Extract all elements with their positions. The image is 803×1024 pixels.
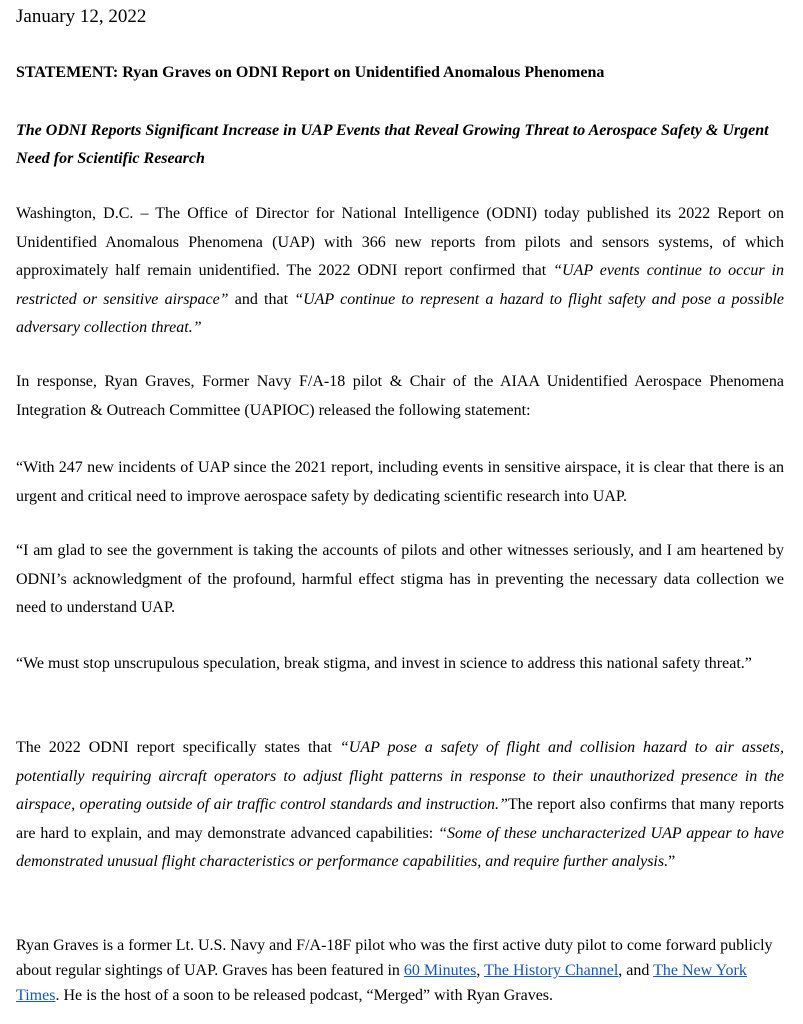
intro-lead-text: Washington, D.C. – The Office of Director for National Intelligence (ODNI) today published its 2022 Report on Unidentified Anomalous Phenomena (UAP) with 366 new reports from pilots and sensors systems, of which approximately half remain unidentified. The 2022 ODNI report confirmed that: [16, 205, 784, 279]
report-lead-text: The 2022 ODNI report specifically states that: [16, 739, 340, 756]
bio-lead-text: Ryan Graves is a former Lt. U.S. Navy and F/A-18F pilot who was the first active duty pilot to come forward publicly about regular sightings of UAP. Graves has been featured in: [16, 937, 773, 979]
statement-headline: STATEMENT: Ryan Graves on ODNI Report on Unidentified Anomalous Phenomena: [16, 64, 605, 81]
release-date: January 12, 2022: [16, 6, 147, 27]
intro-paragraph: [16, 200, 784, 343]
report-end-quote: ”: [668, 853, 676, 870]
link-new-york-times[interactable]: The New York Times: [16, 962, 747, 1004]
link-history-channel[interactable]: The History Channel: [484, 962, 619, 979]
bio-paragraph: [16, 933, 784, 1008]
report-quote-2: “Some of these uncharacterized UAP appear to have demonstrated unusual flight characteristics or performance capabilities, and require further analysis.: [16, 824, 785, 870]
report-quote-paragraph: [16, 734, 784, 877]
intro-mid-text: and that: [228, 290, 295, 308]
statement-paragraph-1: “With 247 new incidents of UAP since the 2021 report, including events in sensitive airspace, it is clear that there is an urgent and critical need to improve aerospace safety by dedicating scientific research into UAP.: [16, 459, 784, 505]
bio-separator-2: , and: [618, 962, 654, 979]
link-60-minutes[interactable]: 60 Minutes: [403, 962, 477, 979]
report-mid-text: The report also confirms that many reports are hard to explain, and may demonstrate advanced capabilities:: [16, 796, 784, 842]
statement-subheadline: The ODNI Reports Significant Increase in UAP Events that Reveal Growing Threat to Aerospace Safety & Urgent Need for Scientific Research: [16, 122, 769, 167]
intro-quote-1: “UAP events continue to occur in restricted or sensitive airspace”: [16, 262, 784, 308]
response-paragraph: In response, Ryan Graves, Former Navy F/A-18 pilot & Chair of the AIAA Unidentified Aerospace Phenomena Integration & Outreach Committee (UAPIOC) released the following statement:: [16, 373, 784, 419]
statement-paragraph-2: “I am glad to see the government is taking the accounts of pilots and other witnesses seriously, and I am heartened by ODNI’s acknowledgment of the profound, harmful effect stigma has in preventing the necessary data collection we need to understand UAP.: [16, 542, 784, 616]
statement-paragraph-3: “We must stop unscrupulous speculation, break stigma, and invest in science to address this national safety threat.”: [16, 655, 752, 672]
intro-quote-2: “UAP continue to represent a hazard to flight safety and pose a possible adversary collection threat.”: [16, 290, 785, 336]
report-quote-1: “UAP pose a safety of flight and collision hazard to air assets, potentially requiring aircraft operators to adjust flight patterns in response to their unauthorized presence in the airspace, operating outside of air traffic control standards and instruction.”: [16, 739, 784, 813]
bio-tail-text: . He is the host of a soon to be released podcast, “Merged” with Ryan Graves.: [55, 987, 554, 1004]
bio-separator-1: ,: [476, 962, 485, 979]
